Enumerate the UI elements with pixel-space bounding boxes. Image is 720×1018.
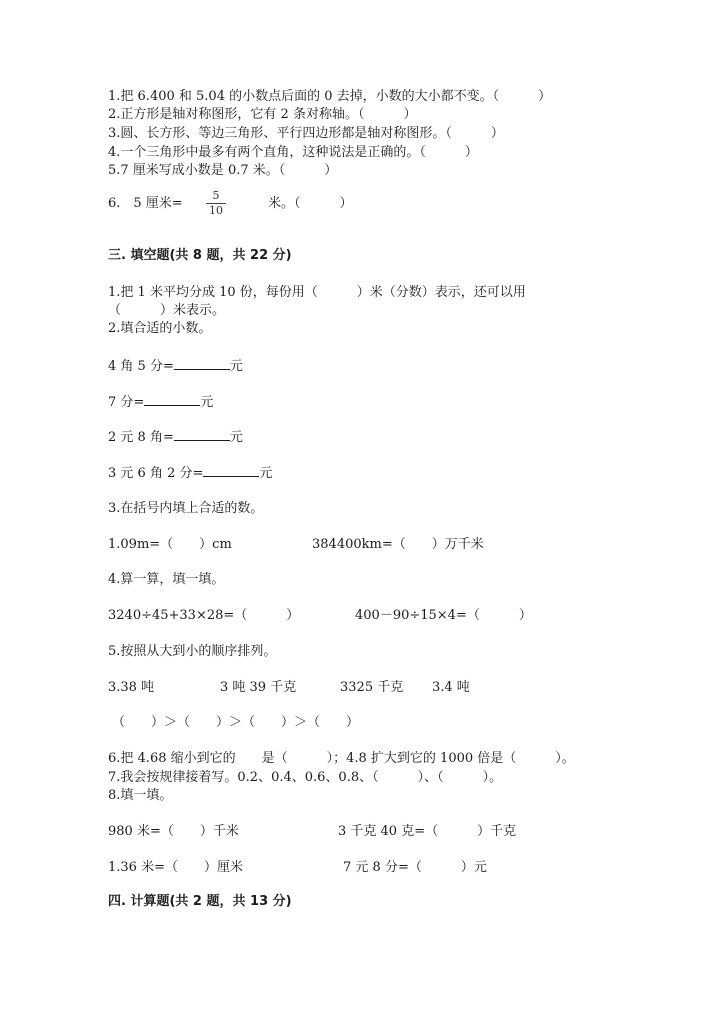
fill-q8-b: 3 千克 40 克=（ ）千克 (338, 824, 517, 839)
order-item-3: 3325 千克 (340, 680, 404, 695)
section3-title: 三. 填空题(共 8 题，共 22 分) (108, 248, 292, 263)
fill-q2-a-text: 4 角 5 分= (108, 359, 174, 374)
order-answer-line: （ ）＞（ ）＞（ ）＞（ ） (112, 715, 360, 730)
judgement-q1: 1.把 6.400 和 5.04 的小数点后面的 0 去掉，小数的大小都不变。（ ） (108, 89, 552, 104)
fill-q3-b: 384400km=（ ）万千米 (312, 537, 484, 552)
answer-blank[interactable] (144, 393, 200, 406)
judgement-q4: 4.一个三角形中最多有两个直角，这种说法是正确的。（ ） (108, 145, 478, 160)
judgement-q2: 2.正方形是轴对称图形，它有 2 条对称轴。（ ） (108, 107, 417, 122)
fraction-five-tenths (204, 190, 228, 217)
fraction-numerator: 5 (212, 189, 220, 202)
answer-blank[interactable] (203, 464, 259, 477)
judgement-q5: 5.7 厘米写成小数是 0.7 米。（ ） (108, 163, 338, 178)
fill-q4-b: 400－90÷15×4=（ ） (355, 608, 532, 623)
fill-q6: 6.把 4.68 缩小到它的 是（ ）；4.8 扩大到它的 1000 倍是（ ）。 (108, 751, 575, 766)
fill-q1-line2: （ ）米表示。 (108, 303, 226, 318)
fill-q2-b-text: 7 分= (108, 395, 145, 410)
fill-q1-line1: 1.把 1 米平均分成 10 份，每份用（ ）米（分数）表示，还可以用 (108, 285, 526, 300)
fill-q8-d: 7 元 8 分=（ ）元 (343, 860, 487, 875)
fill-q2: 2.填合适的小数。 (108, 321, 212, 336)
fill-q2-c (108, 428, 243, 447)
fill-q2-d (108, 464, 272, 483)
fill-q2-c-text: 2 元 8 角= (108, 430, 174, 445)
fill-q8-c: 1.36 米=（ ）厘米 (108, 860, 243, 875)
section4-title: 四. 计算题(共 2 题，共 13 分) (108, 894, 292, 909)
judgement-q6-suffix: 米。（ ） (268, 196, 353, 211)
unit-label: 元 (229, 359, 243, 374)
fill-q5: 5.按照从大到小的顺序排列。 (108, 644, 277, 659)
fill-q8-a: 980 米=（ ）千米 (108, 824, 239, 839)
fill-q8: 8.填一填。 (108, 788, 173, 803)
judgement-q3: 3.圆、长方形、等边三角形、平行四边形都是轴对称图形。（ ） (108, 126, 504, 141)
fill-q4: 4.算一算，填一填。 (108, 572, 225, 587)
fill-q3: 3.在括号内填上合适的数。 (108, 501, 264, 516)
answer-blank[interactable] (174, 428, 230, 441)
unit-label: 元 (229, 430, 243, 445)
order-item-4: 3.4 吨 (432, 680, 470, 695)
order-item-1: 3.38 吨 (108, 680, 155, 695)
fill-q3-a: 1.09m=（ ）cm (108, 537, 232, 552)
unit-label: 元 (200, 395, 214, 410)
answer-blank[interactable] (174, 357, 230, 370)
fill-q2-b (108, 393, 213, 412)
fill-q4-a: 3240÷45+33×28=（ ） (108, 608, 300, 623)
judgement-q6-prefix: 6. 5 厘米= (108, 196, 183, 211)
order-item-2: 3 吨 39 千克 (220, 680, 297, 695)
fill-q2-a (108, 357, 243, 376)
fill-q2-d-text: 3 元 6 角 2 分= (108, 466, 204, 481)
fill-q7: 7.我会按规律接着写。0.2、0.4、0.6、0.8、（ ）、（ ）。 (108, 770, 503, 785)
unit-label: 元 (259, 466, 273, 481)
fraction-denominator: 10 (209, 204, 223, 217)
